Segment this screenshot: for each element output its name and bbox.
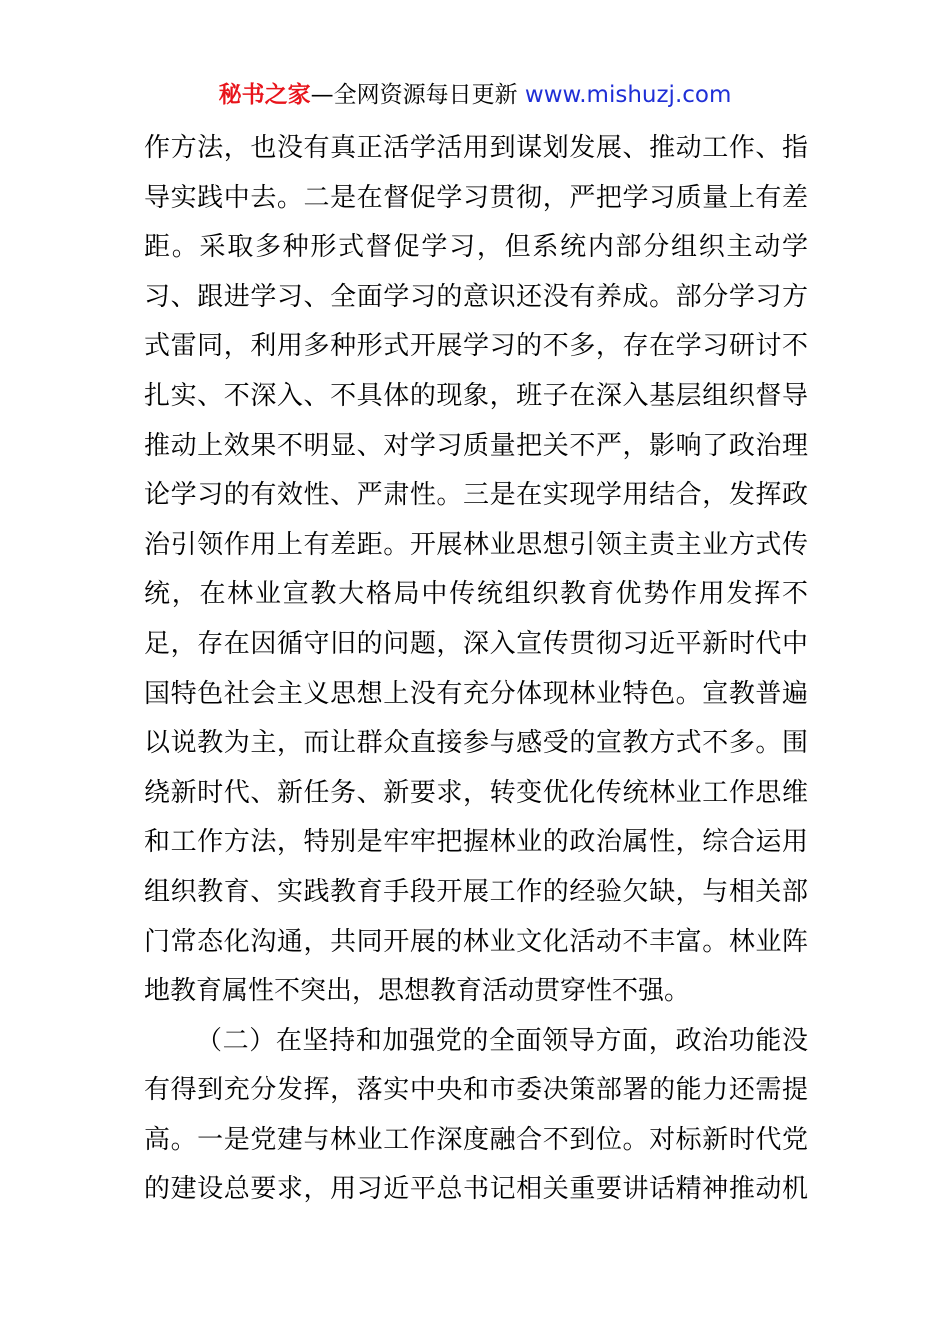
page-header <box>0 78 950 112</box>
text-line: 治引领作用上有差距。开展林业思想引领主责主业方式传 <box>144 529 808 560</box>
text-line: 式雷同，利用多种形式开展学习的不多，存在学习研讨不 <box>144 331 808 362</box>
paragraph-2 <box>144 1017 808 1215</box>
text-line: 统，在林业宣教大格局中传统组织教育优势作用发挥不 <box>144 579 808 610</box>
text-line: 推动上效果不明显、对学习质量把关不严，影响了政治理 <box>144 430 808 461</box>
header-tagline: —全网资源每日更新 <box>310 82 518 108</box>
document-body <box>144 124 808 1215</box>
text-line: 扎实、不深入、不具体的现象，班子在深入基层组织督导 <box>144 380 808 411</box>
text-line: （二）在坚持和加强党的全面领导方面，政治功能没 <box>196 1025 808 1056</box>
text-line: 论学习的有效性、严肃性。三是在实现学用结合，发挥政 <box>144 480 808 511</box>
text-line: 习、跟进学习、全面学习的意识还没有养成。部分学习方 <box>144 281 808 312</box>
text-line: 国特色社会主义思想上没有充分体现林业特色。宣教普遍 <box>144 678 808 709</box>
header-url-link[interactable]: www.mishuzj.com <box>524 82 732 108</box>
text-line: 足，存在因循守旧的问题，深入宣传贯彻习近平新时代中 <box>144 628 808 659</box>
text-line: 有得到充分发挥，落实中央和市委决策部署的能力还需提 <box>144 1075 808 1106</box>
header-brand: 秘书之家 <box>218 82 311 108</box>
text-line: 高。一是党建与林业工作深度融合不到位。对标新时代党 <box>144 1124 808 1155</box>
text-line: 绕新时代、新任务、新要求，转变优化传统林业工作思维 <box>144 777 808 808</box>
text-line: 地教育属性不突出，思想教育活动贯穿性不强。 <box>144 976 691 1007</box>
text-line: 组织教育、实践教育手段开展工作的经验欠缺，与相关部 <box>144 876 808 907</box>
text-line: 距。采取多种形式督促学习，但系统内部分组织主动学 <box>144 232 808 263</box>
text-line: 的建设总要求，用习近平总书记相关重要讲话精神推动机 <box>144 1174 808 1205</box>
text-line: 和工作方法，特别是牢牢把握林业的政治属性，综合运用 <box>144 827 808 858</box>
text-line: 以说教为主，而让群众直接参与感受的宣教方式不多。围 <box>144 728 808 759</box>
text-line: 导实践中去。二是在督促学习贯彻，严把学习质量上有差 <box>144 182 808 213</box>
text-line: 作方法，也没有真正活学活用到谋划发展、推动工作、指 <box>144 133 808 163</box>
paragraph-1 <box>144 124 808 1017</box>
text-line: 门常态化沟通，共同开展的林业文化活动不丰富。林业阵 <box>144 926 808 957</box>
